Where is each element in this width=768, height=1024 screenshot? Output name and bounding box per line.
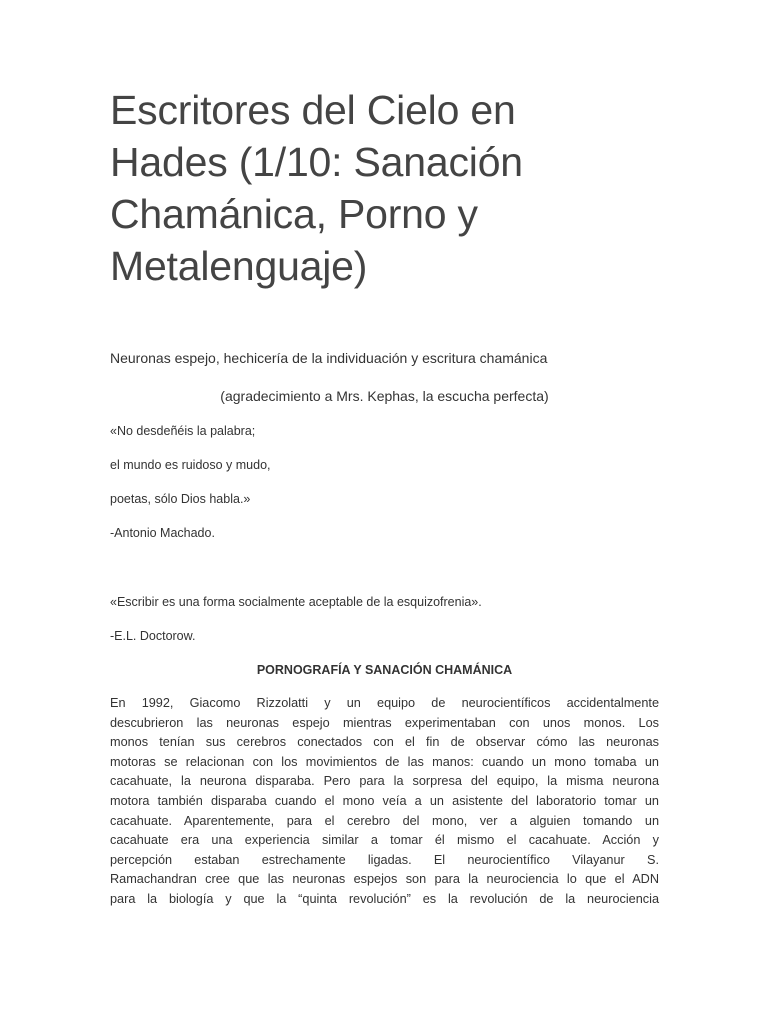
- title-line: Metalenguaje): [110, 243, 368, 289]
- epigraph-line: «No desdeñéis la palabra;: [110, 424, 256, 438]
- body-paragraph: [110, 694, 659, 910]
- paragraph-line: para la biología y que la “quinta revolución” es la revolución de la neurociencia: [110, 891, 659, 906]
- paragraph-line: motoras se relacionan con los movimientos de las manos: cuando un mono tomaba un: [110, 754, 659, 769]
- paragraph-line: En 1992, Giacomo Rizzolatti y un equipo de neurocientíficos accidentalmente: [110, 696, 659, 710]
- epigraph-machado: [110, 423, 659, 541]
- paragraph-line: percepción estaban estrechamente ligadas. El neurocientífico Vilayanur S.: [110, 852, 659, 867]
- document-title: [110, 84, 659, 292]
- title-line: Escritores del Cielo en: [110, 87, 516, 133]
- acknowledgement: (agradecimiento a Mrs. Kephas, la escucha perfecta): [220, 388, 549, 404]
- epigraph-line: el mundo es ruidoso y mudo,: [110, 458, 271, 472]
- paragraph-line: monos tenían sus cerebros conectados con el fin de observar cómo las neuronas: [110, 735, 659, 750]
- paragraph-line: motora también disparaba cuando el mono veía a un asistente del laboratorio tomar un: [110, 793, 659, 808]
- section-heading: PORNOGRAFÍA Y SANACIÓN CHAMÁNICA: [256, 663, 513, 677]
- document-page: [110, 84, 659, 910]
- title-line: Chamánica, Porno y: [110, 191, 478, 237]
- paragraph-line: cacahuate era una experiencia similar a tomar él mismo el cacahuate. Acción y: [110, 833, 659, 848]
- epigraph-author: -E.L. Doctorow.: [110, 629, 196, 643]
- paragraph-line: Ramachandran cree que las neuronas espejos son para la neurociencia lo que el ADN: [110, 872, 659, 887]
- epigraph-line: poetas, sólo Dios habla.»: [110, 492, 251, 506]
- paragraph-line: descubrieron las neuronas espejo mientras experimentaban con unos monos. Los: [110, 715, 659, 730]
- paragraph-line: cacahuate. Aparentemente, para el cerebro del mono, ver a alguien tomando un: [110, 813, 659, 828]
- epigraph-quote: «Escribir es una forma socialmente aceptable de la esquizofrenia».: [110, 595, 482, 609]
- title-line: Hades (1/10: Sanación: [110, 139, 523, 185]
- epigraph-doctorow: [110, 594, 659, 644]
- paragraph-line: cacahuate, la neurona disparaba. Pero para la sorpresa del equipo, la misma neurona: [110, 774, 659, 789]
- epigraph-author: -Antonio Machado.: [110, 526, 215, 540]
- document-subtitle: Neuronas espejo, hechicería de la individuación y escritura chamánica: [110, 350, 548, 366]
